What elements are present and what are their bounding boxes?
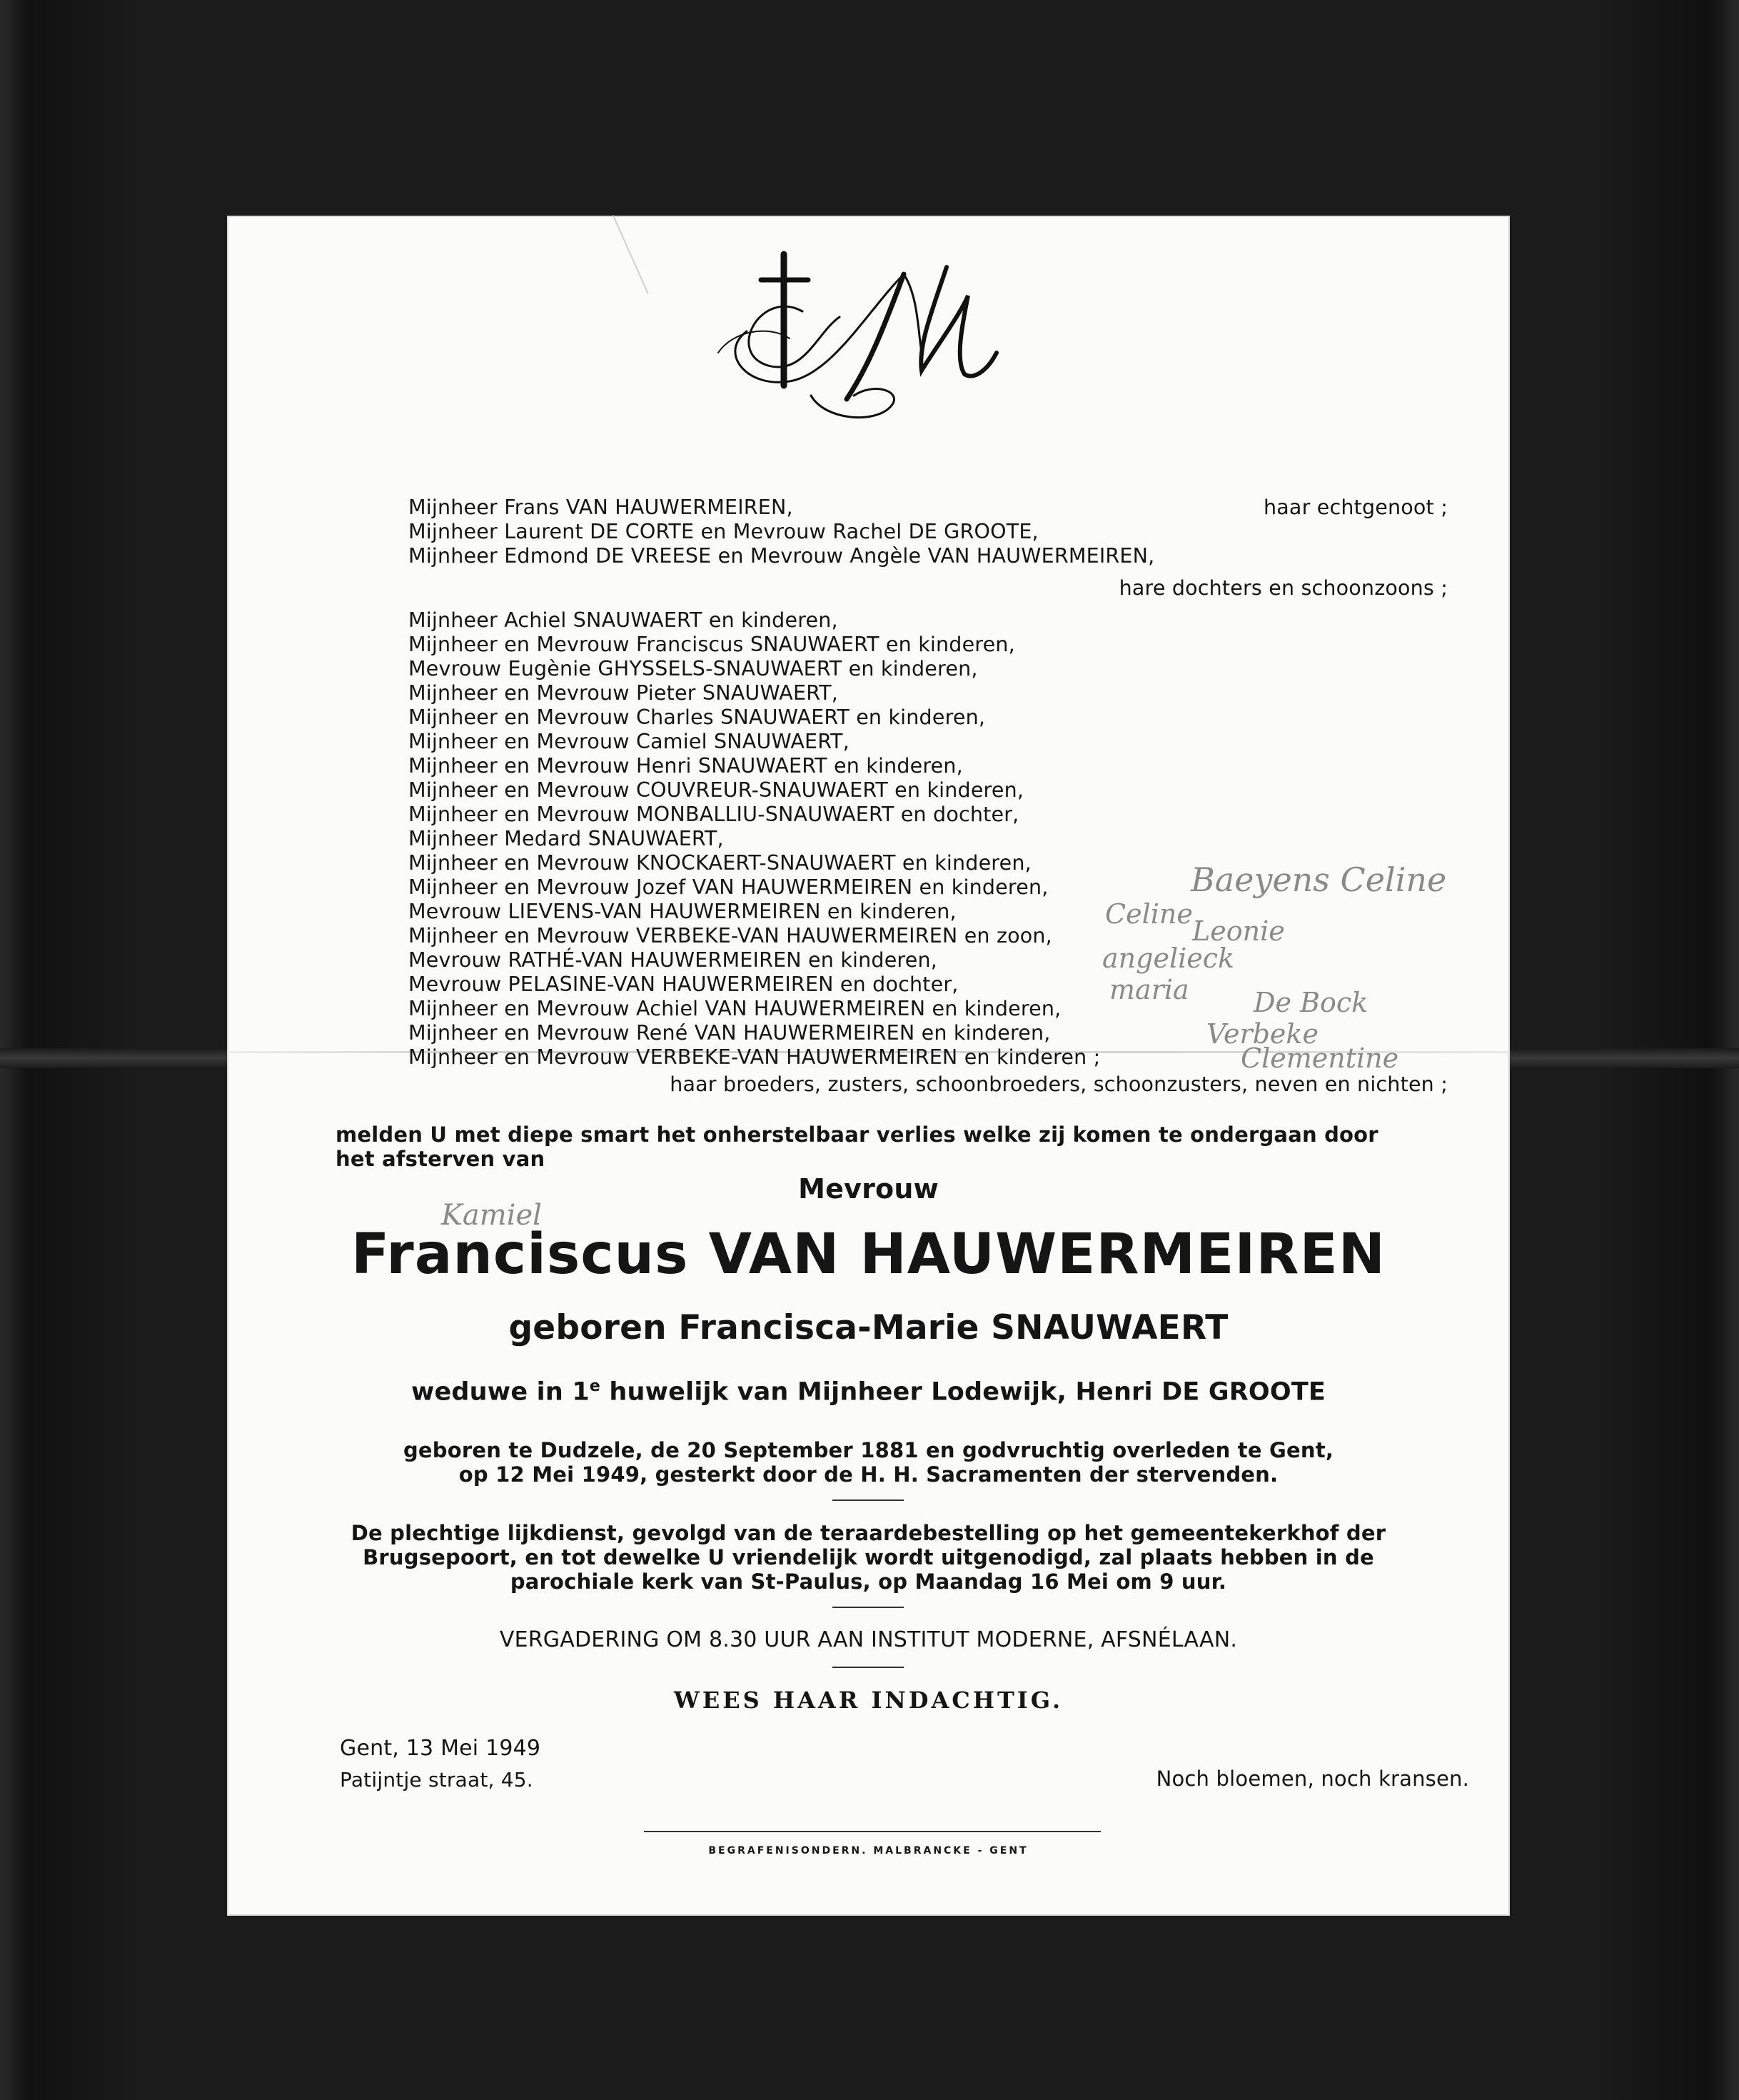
place-date: Gent, 13 Mei 1949 <box>340 1736 541 1761</box>
handwritten-note: maria <box>1109 974 1189 1005</box>
born-died-line: op 12 Mei 1949, gesterkt door de H. H. Sacramenten der stervenden. <box>458 1462 1279 1487</box>
widow-sup: e <box>589 1377 601 1395</box>
announcement-line: melden U met diepe smart het onherstelbaar verlies welke zij komen te ondergaan door <box>336 1122 1378 1147</box>
handwritten-note: Clementine <box>1241 1043 1399 1074</box>
family-line: Mijnheer Medard SNAUWAERT, <box>408 827 724 850</box>
handwritten-note: Celine <box>1105 898 1193 930</box>
service-line: Brugsepoort, en tot dewelke U vriendelijk wordt uitgenodigd, zal plaats hebben in de <box>363 1545 1374 1569</box>
relation-daughters: hare dochters en schoonzoons ; <box>1119 576 1448 600</box>
service-line: De plechtige lijkdienst, gevolgd van de teraardebestelling op het gemeentekerkhof der <box>351 1521 1386 1545</box>
family-line: Mevrouw RATHÉ-VAN HAUWERMEIREN en kinderen, <box>408 948 937 972</box>
deceased-title: Mevrouw <box>798 1173 939 1205</box>
handwritten-note: Baeyens Celine <box>1191 860 1447 899</box>
no-flowers: Noch bloemen, noch kransen. <box>1156 1767 1469 1791</box>
family-line: Mijnheer Edmond DE VREESE en Mevrouw Angèle VAN HAUWERMEIREN, <box>408 544 1155 568</box>
address: Patijntje straat, 45. <box>340 1768 533 1792</box>
announcement-line: het afsterven van <box>336 1147 545 1171</box>
divider <box>832 1667 904 1668</box>
family-line: Mijnheer en Mevrouw Franciscus SNAUWAERT en kinderen, <box>408 633 1015 656</box>
family-line: Mijnheer en Mevrouw COUVREUR-SNAUWAERT en kinderen, <box>408 778 1024 802</box>
family-line: Mijnheer Frans VAN HAUWERMEIREN, <box>408 496 793 519</box>
divider <box>832 1499 904 1501</box>
handwritten-note: Kamiel <box>441 1199 542 1232</box>
cross-monogram-icon <box>704 246 1018 438</box>
family-line: Mijnheer en Mevrouw VERBEKE-VAN HAUWERMEIREN en zoon, <box>408 924 1052 948</box>
widow-rest: huwelijk van Mijnheer Lodewijk, Henri DE GROOTE <box>600 1377 1326 1407</box>
handwritten-note: Leonie <box>1192 915 1285 947</box>
born-died-line: geboren te Dudzele, de 20 September 1881 en godvruchtig overleden te Gent, <box>403 1438 1334 1462</box>
family-line: Mijnheer en Mevrouw René VAN HAUWERMEIREN en kinderen, <box>408 1021 1051 1045</box>
family-line: Mijnheer en Mevrouw Pieter SNAUWAERT, <box>408 681 838 705</box>
family-line: Mijnheer en Mevrouw KNOCKAERT-SNAUWAERT en kinderen, <box>408 851 1032 875</box>
family-line: Mijnheer Achiel SNAUWAERT en kinderen, <box>408 608 838 632</box>
printer-rule <box>644 1831 1101 1832</box>
mourning-card <box>227 216 1510 1916</box>
family-line: Mijnheer en Mevrouw Charles SNAUWAERT en kinderen, <box>408 705 986 729</box>
motto: WEES HAAR INDACHTIG. <box>673 1687 1064 1714</box>
handwritten-note: De Bock <box>1254 987 1368 1018</box>
family-line: Mijnheer en Mevrouw Achiel VAN HAUWERMEIREN en kinderen, <box>408 997 1062 1020</box>
relation-siblings: haar broeders, zusters, schoonbroeders, schoonzusters, neven en nichten ; <box>670 1072 1448 1096</box>
family-line: Mevrouw Eugènie GHYSSELS-SNAUWAERT en kinderen, <box>408 657 978 680</box>
family-line: Mevrouw PELASINE-VAN HAUWERMEIREN en dochter, <box>408 973 959 996</box>
service-line: parochiale kerk van St-Paulus, op Maandag 16 Mei om 9 uur. <box>510 1569 1227 1594</box>
family-line: Mijnheer en Mevrouw Jozef VAN HAUWERMEIREN en kinderen, <box>408 875 1049 899</box>
handwritten-note: Verbeke <box>1206 1018 1319 1050</box>
paper-crease <box>613 215 649 293</box>
meeting-line: VERGADERING OM 8.30 UUR AAN INSTITUT MODERNE, AFSNÉLAAN. <box>499 1627 1238 1652</box>
family-line: Mijnheer en Mevrouw Henri SNAUWAERT en kinderen, <box>408 754 963 778</box>
family-line: Mijnheer en Mevrouw MONBALLIU-SNAUWAERT en dochter, <box>408 803 1019 826</box>
printer-credit: BEGRAFENISONDERN. MALBRANCKE - GENT <box>708 1845 1029 1857</box>
divider <box>832 1607 904 1608</box>
widow-prefix: weduwe in 1 <box>410 1377 590 1407</box>
family-line: Mevrouw LIEVENS-VAN HAUWERMEIREN en kinderen, <box>408 900 957 923</box>
relation-husband: haar echtgenoot ; <box>1263 496 1448 519</box>
deceased-name: Franciscus VAN HAUWERMEIREN <box>351 1222 1386 1287</box>
widow-line <box>227 1371 1510 1408</box>
family-line: Mijnheer en Mevrouw Camiel SNAUWAERT, <box>408 730 850 753</box>
family-line: Mijnheer Laurent DE CORTE en Mevrouw Rachel DE GROOTE, <box>408 520 1039 543</box>
handwritten-note: angelieck <box>1102 943 1235 974</box>
family-line: Mijnheer en Mevrouw VERBEKE-VAN HAUWERMEIREN en kinderen ; <box>408 1045 1101 1069</box>
maiden-name: geboren Francisca-Marie SNAUWAERT <box>508 1308 1229 1347</box>
